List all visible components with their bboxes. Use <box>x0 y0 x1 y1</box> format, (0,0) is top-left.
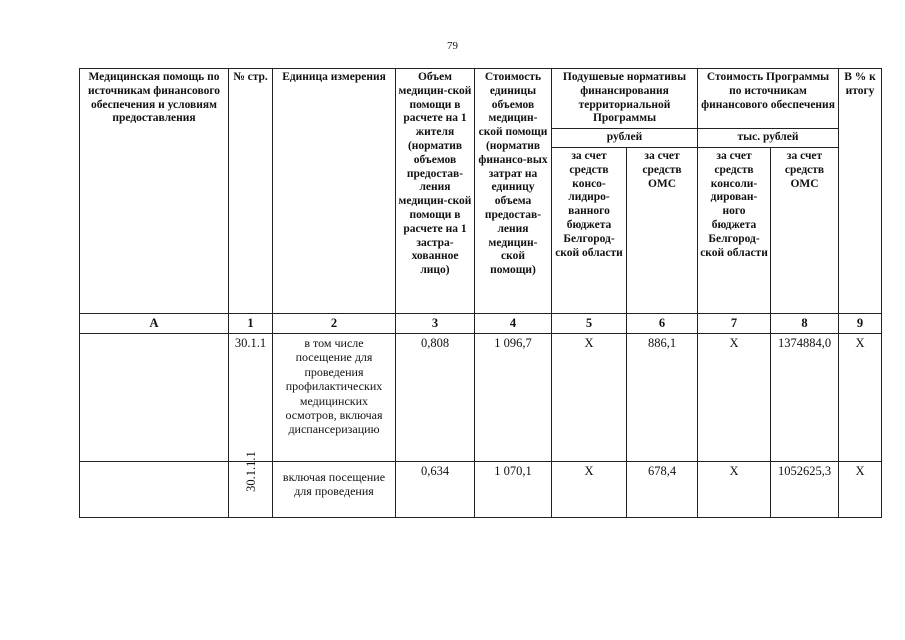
header-unit-thousand-rub: тыс. рублей <box>698 129 839 148</box>
row-line-number: 30.1.1 <box>229 333 273 461</box>
col-number: 4 <box>475 313 552 333</box>
header-unit-rub: рублей <box>552 129 698 148</box>
header-line-number: № стр. <box>229 69 273 314</box>
col-number: 1 <box>229 313 273 333</box>
column-number-row <box>80 313 882 333</box>
col-number: 3 <box>396 313 475 333</box>
header-unit-cost: Стоимость единицы объемов медицин-ской помощи (норматив финансо-вых затрат на единицу объема предостав-ления медицин-ской помощи) <box>475 69 552 314</box>
col-number: 9 <box>839 313 882 333</box>
col-number: 5 <box>552 313 627 333</box>
header-percent-total: В % к итогу <box>839 69 882 314</box>
header-volume: Объем медицин-ской помощи в расчете на 1 жителя (норматив объемов предостав-ления медицин-ской помощи в расчете на 1 застра-хованное лицо) <box>396 69 475 314</box>
row-regional-budget-per-capita: Х <box>552 333 627 461</box>
row-percent-total: Х <box>839 333 882 461</box>
header-oms-per-capita: за счет средств ОМС <box>627 147 698 313</box>
header-program-cost-group: Стоимость Программы по источникам финансового обеспечения <box>698 69 839 129</box>
header-oms-cost: за счет средств ОМС <box>771 147 839 313</box>
row-volume: 0,808 <box>396 333 475 461</box>
header-unit: Единица измерения <box>273 69 396 314</box>
row-oms-cost: 1052625,3 <box>771 461 839 517</box>
col-number: 7 <box>698 313 771 333</box>
row-unit-cost: 1 096,7 <box>475 333 552 461</box>
table-row <box>80 333 882 461</box>
row-category <box>80 333 229 461</box>
header-medical-care: Медицинская помощь по источникам финансового обеспечения и условиям предоставления <box>80 69 229 314</box>
row-regional-budget-cost: Х <box>698 461 771 517</box>
table-row <box>80 461 882 517</box>
row-category <box>80 461 229 517</box>
row-regional-budget-per-capita: Х <box>552 461 627 517</box>
row-oms-per-capita: 886,1 <box>627 333 698 461</box>
row-line-number: 30.1.1.1 <box>243 451 258 492</box>
header-row-1 <box>80 69 882 129</box>
col-number: 8 <box>771 313 839 333</box>
row-unit: в том числе посещение для проведения профилактических медицинских осмотров, включая диспансеризацию <box>273 333 396 461</box>
col-number: А <box>80 313 229 333</box>
row-oms-cost: 1374884,0 <box>771 333 839 461</box>
row-oms-per-capita: 678,4 <box>627 461 698 517</box>
col-number: 6 <box>627 313 698 333</box>
header-regional-budget-cost: за счет средств консоли-дирован-ного бюджета Белгород-ской области <box>698 147 771 313</box>
row-unit-cost: 1 070,1 <box>475 461 552 517</box>
row-line-number-cell <box>229 451 273 517</box>
row-regional-budget-cost: Х <box>698 333 771 461</box>
financing-table <box>79 68 882 518</box>
header-regional-budget-per-capita: за счет средств консо-лидиро-ванного бюджета Белгород-ской области <box>552 147 627 313</box>
row-unit: включая посещение для проведения <box>273 461 396 517</box>
row-percent-total: Х <box>839 461 882 517</box>
page-number: 79 <box>447 40 458 52</box>
col-number: 2 <box>273 313 396 333</box>
header-per-capita-group: Подушевые нормативы финансирования территориальной Программы <box>552 69 698 129</box>
row-volume: 0,634 <box>396 461 475 517</box>
